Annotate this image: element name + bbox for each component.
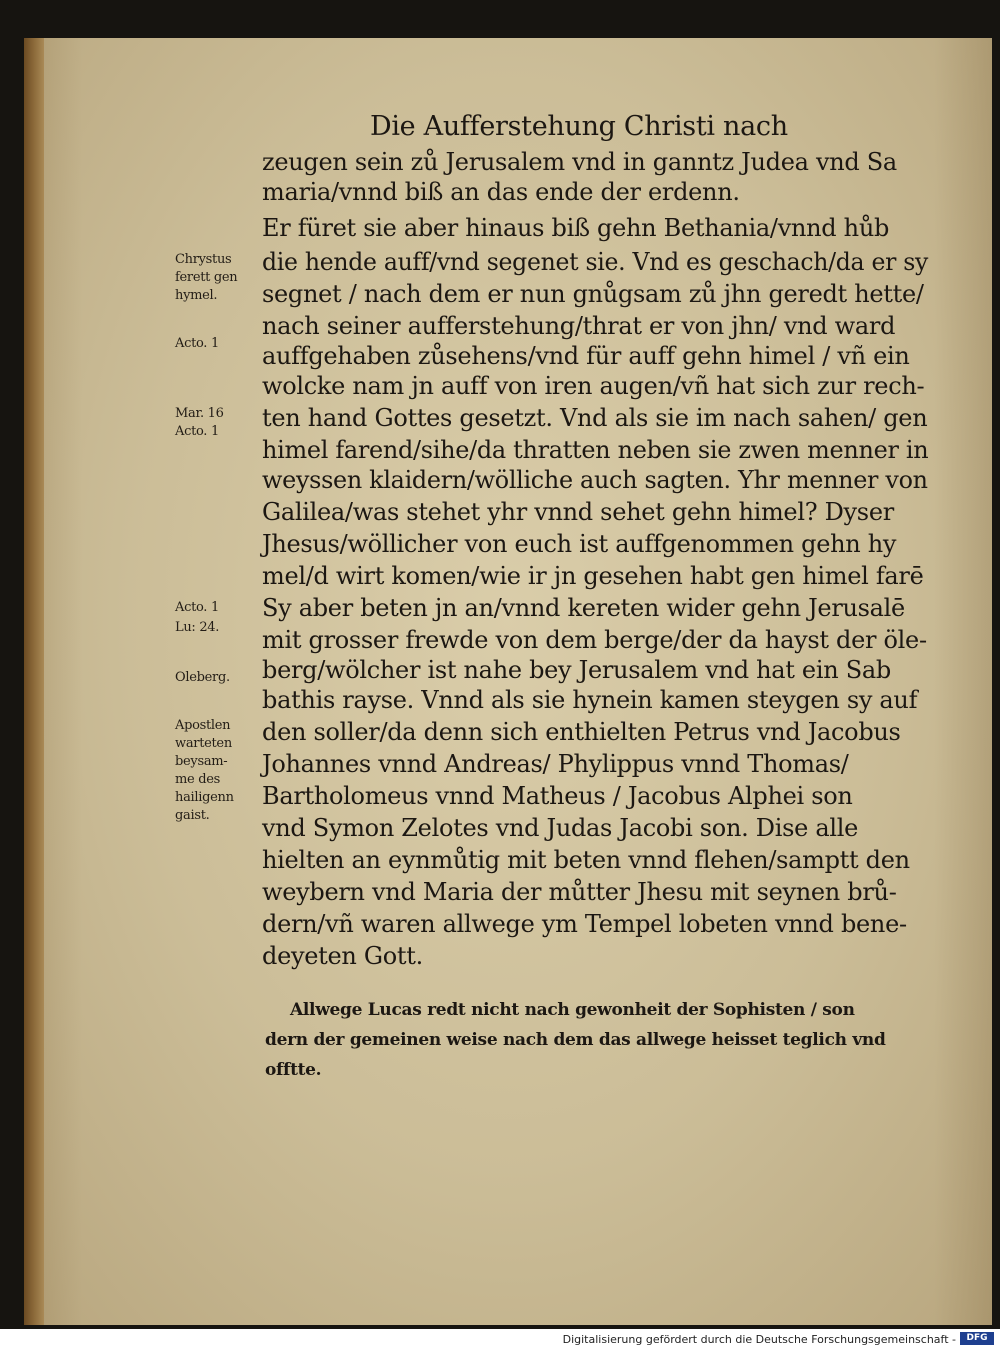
marginal-note: ferett gen <box>175 270 238 285</box>
body-line: Sy aber beten jn an/vnnd kereten wider gehn Jerusalē <box>262 594 905 622</box>
body-line: wolcke nam jn auff von iren augen/vñ hat sich zur rech- <box>262 372 925 400</box>
marginal-note: gaist. <box>175 808 210 823</box>
body-line: den soller/da denn sich enthielten Petrus vnd Jacobus <box>262 718 901 746</box>
body-line: mel/d wirt komen/wie ir jn gesehen habt gen himel farē <box>262 562 924 590</box>
marginal-note: hailigenn <box>175 790 234 805</box>
marginal-note: Acto. 1 <box>175 336 219 351</box>
body-line: Jhesus/wöllicher von euch ist auffgenommen gehn hy <box>262 530 897 558</box>
footnote-line: dern der gemeinen weise nach dem das allwege heisset teglich vnd <box>265 1030 886 1050</box>
body-line: ten hand Gottes gesetzt. Vnd als sie im nach sahen/ gen <box>262 404 928 432</box>
body-line: vnd Symon Zelotes vnd Judas Jacobi son. Dise alle <box>262 814 858 842</box>
body-line: berg/wölcher ist nahe bey Jerusalem vnd hat ein Sab <box>262 656 891 684</box>
marginal-note: hymel. <box>175 288 218 303</box>
body-line: dern/vñ waren allwege ym Tempel lobeten vnnd bene- <box>262 910 907 938</box>
footnote-line: offtte. <box>265 1060 322 1080</box>
footnote-line: Allwege Lucas redt nicht nach gewonheit der Sophisten / son <box>290 1000 855 1020</box>
marginal-note: me des <box>175 772 221 787</box>
digitization-credit: Digitalisierung gefördert durch die Deutsche Forschungsgemeinschaft - <box>562 1333 956 1346</box>
body-line: deyeten Gott. <box>262 942 423 970</box>
marginal-note: Lu: 24. <box>175 620 220 635</box>
marginal-note: Apostlen <box>175 718 231 733</box>
body-line: Johannes vnnd Andreas/ Phylippus vnnd Thomas/ <box>262 750 849 778</box>
body-line: mit grosser frewde von dem berge/der da hayst der öle- <box>262 626 927 654</box>
body-line: die hende auff/vnd segenet sie. Vnd es geschach/da er sy <box>262 248 929 276</box>
marginal-note: Acto. 1 <box>175 424 219 439</box>
marginal-note: beysam- <box>175 754 228 769</box>
body-line: auffgehaben zůsehens/vnd für auff gehn himel / vñ ein <box>262 342 910 370</box>
body-line: weyssen klaidern/wölliche auch sagten. Yhr menner von <box>262 466 928 494</box>
body-line: Er füret sie aber hinaus biß gehn Bethania/vnnd hůb <box>262 214 890 242</box>
marginal-note: Acto. 1 <box>175 600 219 615</box>
body-line: nach seiner aufferstehung/thrat er von jhn/ vnd ward <box>262 312 896 340</box>
dfg-logo-icon: DFG <box>960 1332 994 1345</box>
marginal-note: Chrystus <box>175 252 232 267</box>
body-line: weybern vnd Maria der můtter Jhesu mit seynen brů- <box>262 878 897 906</box>
body-line: bathis rayse. Vnnd als sie hynein kamen steygen sy auf <box>262 686 918 714</box>
body-line: maria/vnnd biß an das ende der erdenn. <box>262 178 740 206</box>
body-line: himel farend/sihe/da thratten neben sie zwen menner in <box>262 436 929 464</box>
body-line: Galilea/was stehet yhr vnnd sehet gehn himel? Dyser <box>262 498 894 526</box>
page-header: Die Aufferstehung Christi nach <box>370 111 788 142</box>
marginal-note: Mar. 16 <box>175 406 224 421</box>
body-line: segnet / nach dem er nun gnůgsam zů jhn geredt hette/ <box>262 280 924 308</box>
page-binding-edge <box>24 38 44 1325</box>
body-line: zeugen sein zů Jerusalem vnd in ganntz Judea vnd Sa <box>262 148 897 176</box>
body-line: Bartholomeus vnnd Matheus / Jacobus Alphei son <box>262 782 853 810</box>
body-line: hielten an eynmůtig mit beten vnnd flehen/samptt den <box>262 846 910 874</box>
marginal-note: warteten <box>175 736 232 751</box>
marginal-note: Oleberg. <box>175 670 230 685</box>
